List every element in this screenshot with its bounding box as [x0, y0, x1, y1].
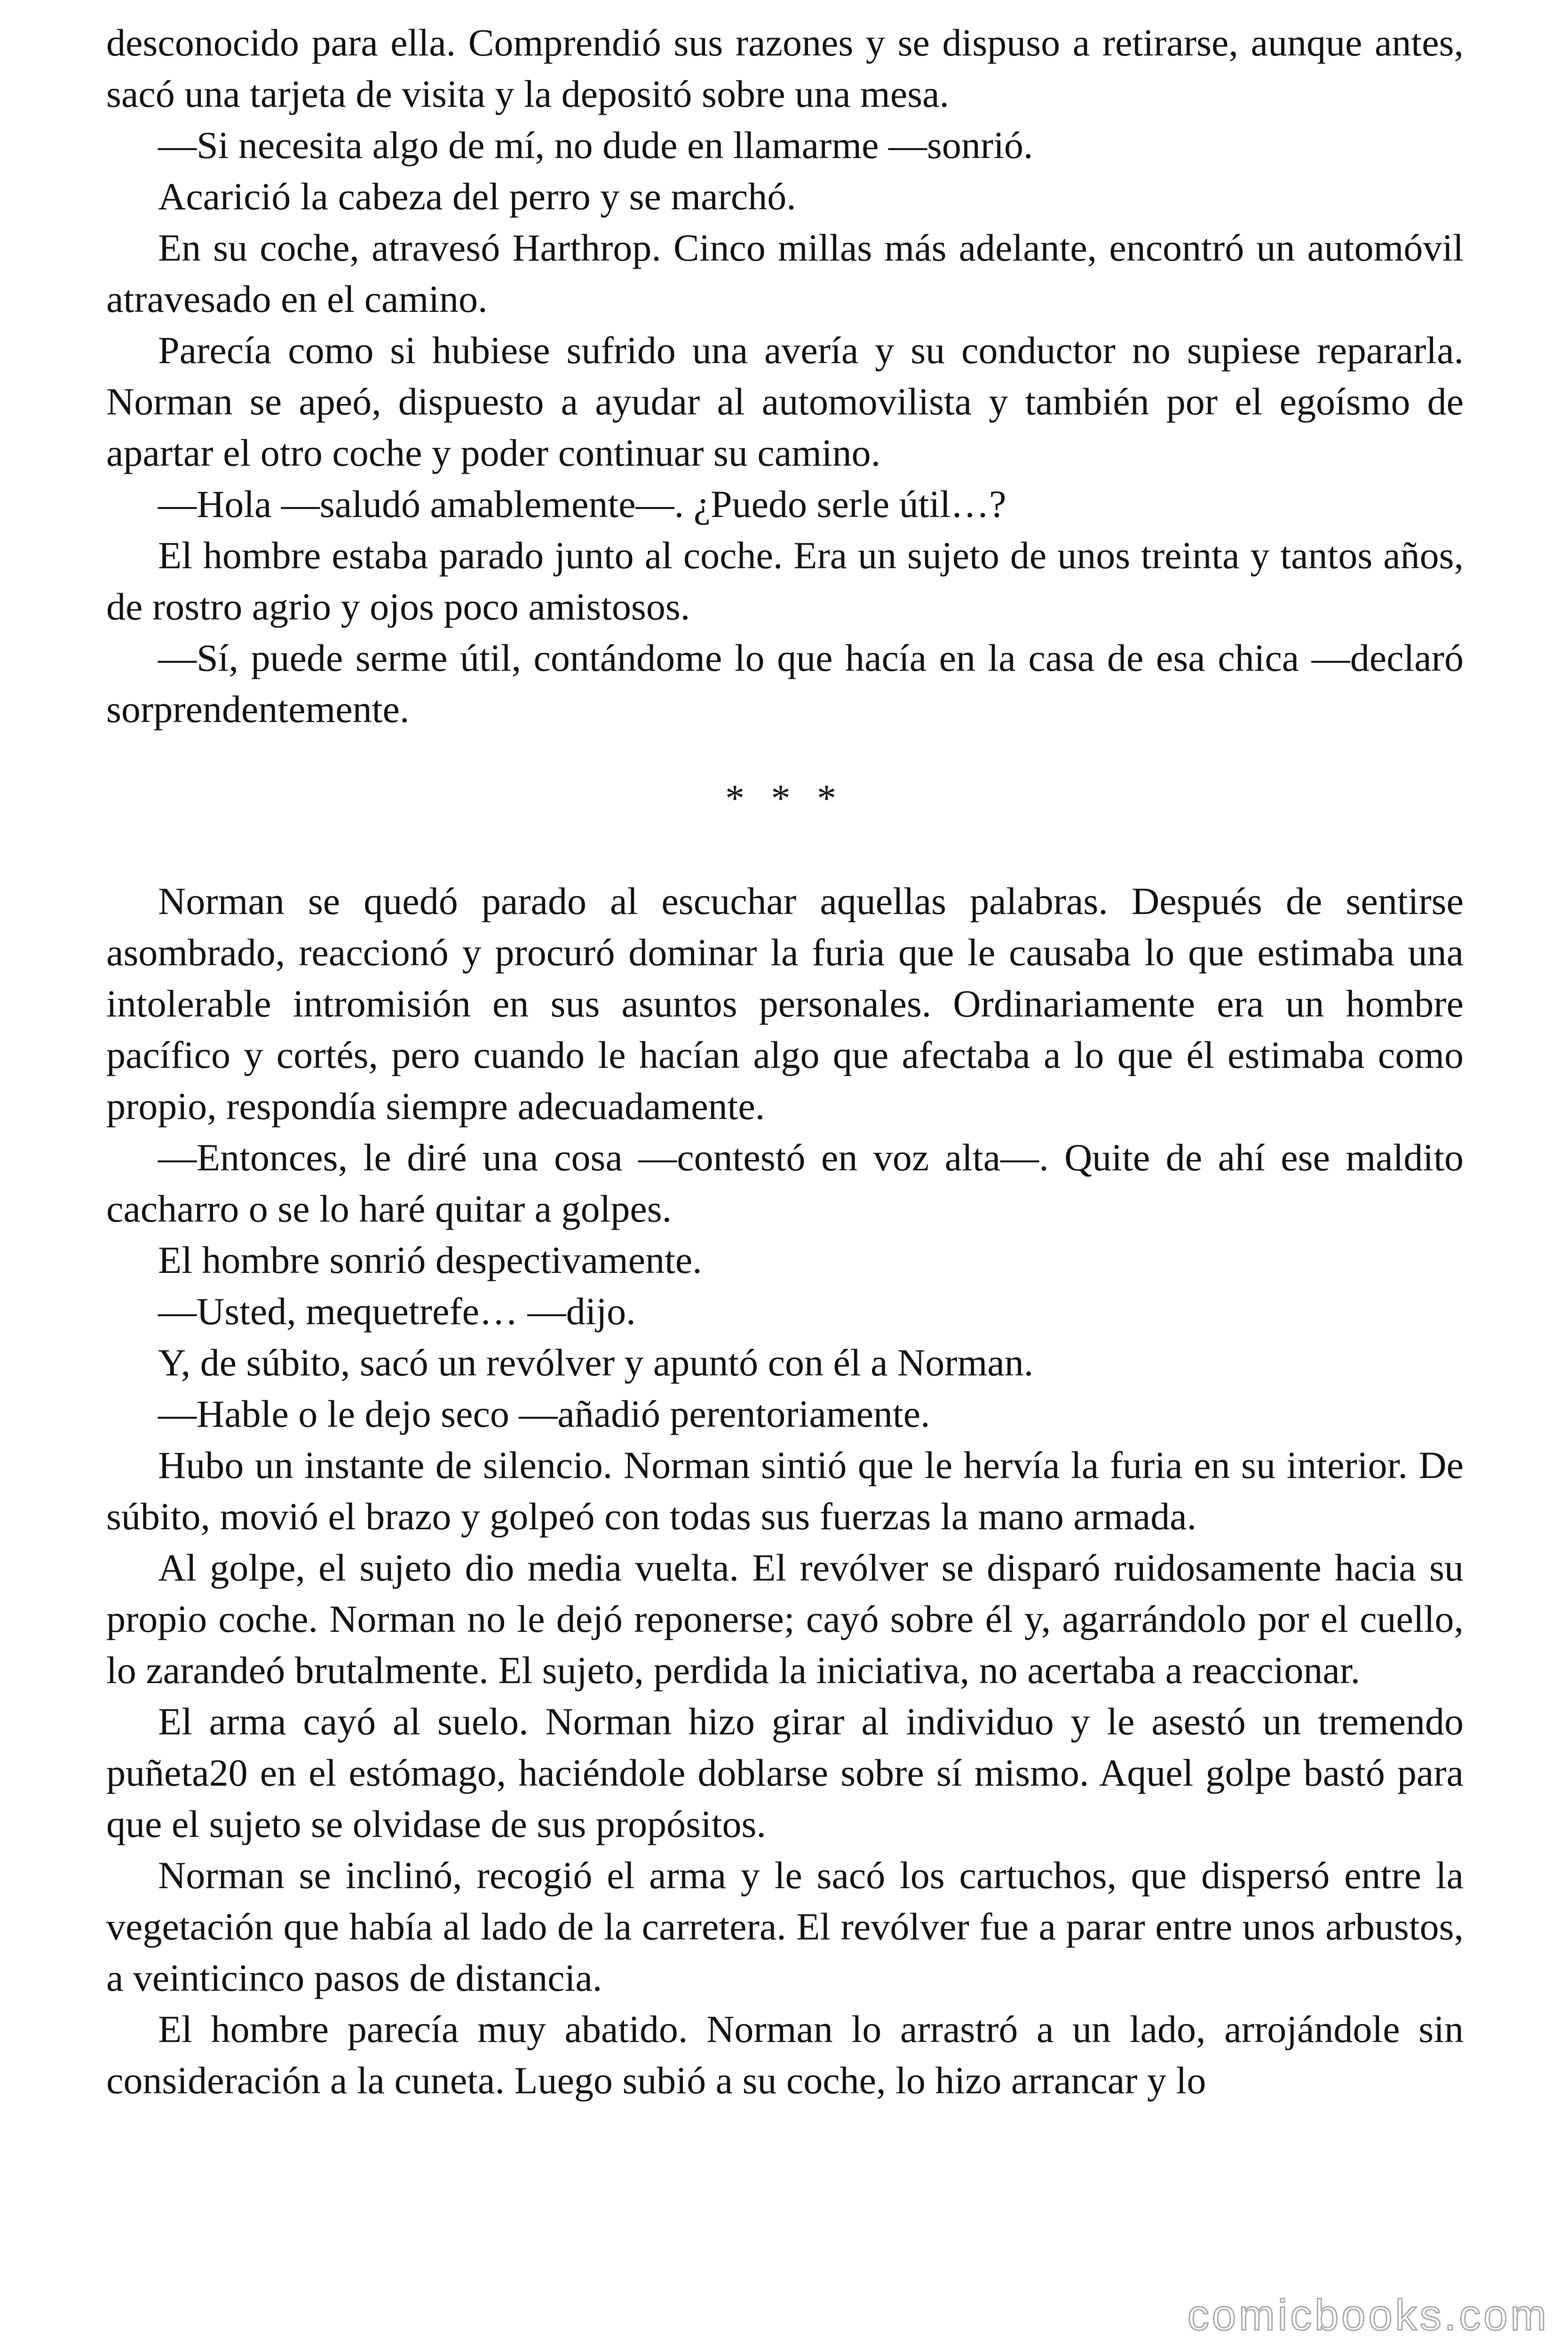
paragraph: El hombre estaba parado junto al coche. Era un sujeto de unos treinta y tantos años, de rostro agrio y ojos poco amistosos.	[106, 534, 1464, 628]
watermark: comicbooks.com	[1187, 2291, 1549, 2339]
paragraph: Al golpe, el sujeto dio media vuelta. El revólver se disparó ruidosamente hacia su propio coche. Norman no le dejó reponerse; cayó sobre él y, agarrándolo por el cuello, lo zarandeó brutalmente. El sujeto, perdida la iniciativa, no acertaba a reaccionar.	[106, 1546, 1464, 1692]
paragraph: Norman se inclinó, recogió el arma y le sacó los cartuchos, que dispersó entre la vegetación que había al lado de la carretera. El revólver fue a parar entre unos arbustos, a veinticinco pasos de distancia.	[106, 1854, 1464, 1999]
paragraph: Acarició la cabeza del perro y se marchó.	[158, 175, 796, 218]
paragraph: Parecía como si hubiese sufrido una avería y su conductor no supiese repararla. Norman se apeó, dispuesto a ayudar al automovilista y también por el egoísmo de apartar el otro coche y poder continuar su camino.	[106, 329, 1464, 474]
paragraph: —Sí, puede serme útil, contándome lo que hacía en la casa de esa chica —declaró sorprendentemente.	[106, 636, 1464, 731]
paragraph: —Hola —saludó amablemente—. ¿Puedo serle útil…?	[158, 483, 1006, 525]
section-before-break	[106, 17, 1464, 735]
paragraph: —Hable o le dejo seco —añadió perentoriamente.	[158, 1392, 930, 1435]
paragraph: En su coche, atravesó Harthrop. Cinco millas más adelante, encontró un automóvil atravesado en el camino.	[106, 226, 1464, 320]
section-after-break	[106, 875, 1464, 2106]
paragraph: —Entonces, le diré una cosa —contestó en voz alta—. Quite de ahí ese maldito cacharro o se lo haré quitar a golpes.	[106, 1136, 1464, 1230]
paragraph: El arma cayó al suelo. Norman hizo girar al individuo y le asestó un tremendo puñeta20 en el estómago, haciéndole doblarse sobre sí mismo. Aquel golpe bastó para que el sujeto se olvidase de sus propósitos.	[106, 1700, 1464, 1845]
paragraph: Norman se quedó parado al escuchar aquellas palabras. Después de sentirse asombrado, reaccionó y procuró dominar la furia que le causaba lo que estimaba una intolerable intromisión en sus asuntos personales. Ordinariamente era un hombre pacífico y cortés, pero cuando le hacían algo que afectaba a lo que él estimaba como propio, respondía siempre adecuadamente.	[106, 880, 1464, 1128]
paragraph: —Si necesita algo de mí, no dude en llamarme —sonrió.	[158, 124, 1033, 167]
paragraph: Y, de súbito, sacó un revólver y apuntó con él a Norman.	[158, 1341, 1034, 1384]
paragraph: —Usted, mequetrefe… —dijo.	[158, 1290, 636, 1333]
paragraph: El hombre sonrió despectivamente.	[158, 1239, 702, 1281]
paragraph: Hubo un instante de silencio. Norman sintió que le hervía la furia en su interior. De súbito, movió el brazo y golpeó con todas sus fuerzas la mano armada.	[106, 1444, 1464, 1538]
paragraph: El hombre parecía muy abatido. Norman lo arrastró a un lado, arrojándole sin consideración a la cuneta. Luego subió a su coche, lo hizo arrancar y lo	[106, 2008, 1464, 2102]
paragraph: desconocido para ella. Comprendió sus razones y se dispuso a retirarse, aunque antes, sacó una tarjeta de visita y la depositó sobre una mesa.	[106, 21, 1464, 115]
section-separator: * * *	[725, 777, 845, 819]
body-text	[106, 17, 1464, 2106]
